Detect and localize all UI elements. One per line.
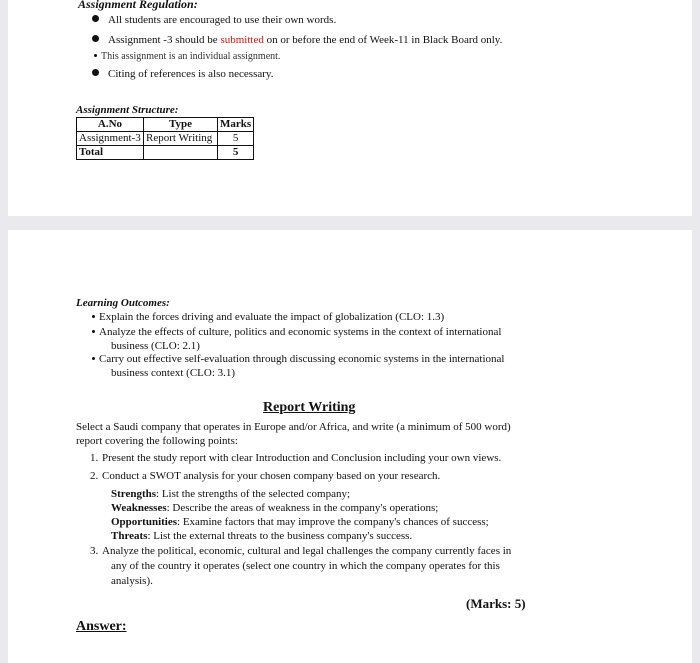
table-cell: Total: [77, 146, 144, 160]
outcome-item: Explain the forces driving and evaluate the impact of globalization (CLO: 1.3): [92, 310, 444, 324]
table-row: [77, 146, 254, 160]
document-page-2: [8, 230, 692, 663]
table-cell: Assignment-3: [77, 132, 144, 146]
table-header: Type: [144, 118, 218, 132]
regulation-item: Citing of references is also necessary.: [92, 68, 273, 80]
table-cell: 5: [218, 146, 254, 160]
regulation-item: Assignment -3 should be submitted on or before the end of Week-11 in Black Board only.: [92, 34, 502, 46]
bullet-icon: [94, 54, 97, 57]
table-cell: [144, 146, 218, 160]
document-page-1: [8, 0, 692, 216]
regulation-item: This assignment is an individual assignment.: [94, 51, 280, 62]
swot-item: Strengths: List the strengths of the selected company;: [111, 488, 351, 500]
outcome-item: Carry out effective self-evaluation through discussing economic systems in the international business context (CLO: 3.1): [92, 352, 504, 380]
regulation-item: All students are encouraged to use their own words.: [92, 14, 336, 26]
swot-item: Threats: List the external threats to the business company's success.: [111, 530, 413, 542]
swot-list: [111, 487, 489, 543]
table-cell: Report Writing: [144, 132, 218, 146]
table-cell: 5: [218, 132, 254, 146]
answer-label: Answer:: [76, 619, 127, 634]
report-intro: Select a Saudi company that operates in Europe and/or Africa, and write (a minimum of 500 word) report covering the following points:: [76, 421, 511, 447]
outcomes-heading: Learning Outcomes:: [76, 297, 170, 309]
outcome-item: Analyze the effects of culture, politics and economic systems in the context of international business (CLO: 2.1): [92, 325, 501, 353]
swot-item: Opportunities: Examine factors that may improve the company's chances of success;: [111, 516, 489, 528]
report-point: 1. Present the study report with clear Introduction and Conclusion including your own views.: [90, 452, 502, 464]
report-point: 2. Conduct a SWOT analysis for your chosen company based on your research.: [90, 470, 441, 482]
marks-label: (Marks: 5): [466, 596, 526, 611]
structure-table: [76, 117, 254, 160]
regulation-heading: Assignment Regulation:: [78, 0, 198, 11]
table-header: Marks: [218, 118, 254, 132]
bullet-icon: [92, 330, 95, 333]
bullet-icon: [92, 69, 99, 76]
bullet-icon: [92, 315, 95, 318]
table-header: A.No: [77, 118, 144, 132]
swot-item: Weaknesses: Describe the areas of weakness in the company's operations;: [111, 502, 439, 514]
bullet-icon: [92, 357, 95, 360]
report-point: 3. Analyze the political, economic, cultural and legal challenges the company currently faces in any of the country it operates (select one country in which the company operates for this analysis).: [90, 545, 512, 587]
bullet-icon: [92, 15, 99, 22]
bullet-icon: [92, 35, 99, 42]
table-row: [77, 132, 254, 146]
structure-heading: Assignment Structure:: [76, 104, 179, 116]
table-header-row: [77, 118, 254, 132]
report-title: Report Writing: [263, 400, 356, 415]
